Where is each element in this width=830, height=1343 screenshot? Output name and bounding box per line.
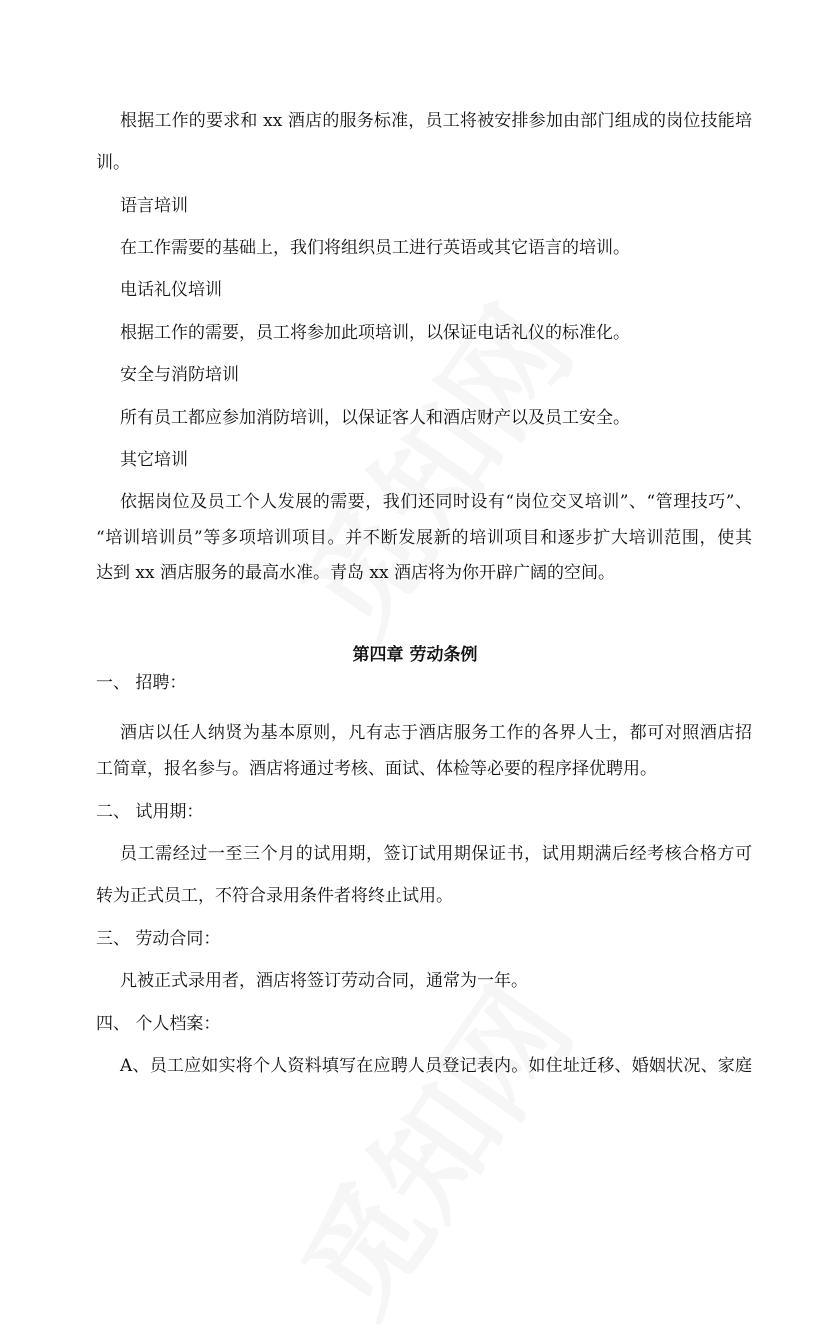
paragraph-line: 依据岗位及员工个人发展的需要，我们还同时设有“岗位交叉培训”、“管理技巧”、: [120, 492, 752, 512]
chapter-title: 第四章 劳动条例: [352, 645, 478, 665]
paragraph-line: 训。: [96, 153, 130, 173]
paragraph: 根据工作的需要，员工将参加此项培训，以保证电话礼仪的标准化。: [120, 323, 630, 343]
paragraph: 在工作需要的基础上，我们将组织员工进行英语或其它语言的培训。: [120, 238, 630, 258]
item-heading: 二、 试用期：: [96, 802, 204, 822]
paragraph-line: 员工需经过一至三个月的试用期，签订试用期保证书，试用期满后经考核合格方可: [120, 844, 752, 864]
paragraph-line: “培训培训员”等多项培训项目。并不断发展新的培训项目和逐步扩大培训范围，使其: [96, 528, 752, 548]
paragraph-line: 凡被正式录用者，酒店将签订劳动合同，通常为一年。: [120, 971, 528, 991]
subheading-safety: 安全与消防培训: [120, 365, 239, 385]
paragraph-line: 达到 xx 酒店服务的最高水准。青岛 xx 酒店将为你开辟广阔的空间。: [96, 563, 615, 583]
paragraph-line: 根据工作的要求和 xx 酒店的服务标准，员工将被安排参加由部门组成的岗位技能培: [120, 111, 752, 131]
subheading-language: 语言培训: [120, 196, 188, 216]
subheading-phone: 电话礼仪培训: [120, 280, 222, 300]
paragraph: 所有员工都应参加消防培训，以保证客人和酒店财产以及员工安全。: [120, 408, 630, 428]
subheading-other: 其它培训: [120, 450, 188, 470]
paragraph-line: 转为正式员工，不符合录用条件者将终止试用。: [96, 886, 453, 906]
paragraph-line: 酒店以任人纳贤为基本原则，凡有志于酒店服务工作的各界人士，都可对照酒店招: [120, 723, 752, 743]
item-heading: 三、 劳动合同：: [96, 929, 221, 949]
paragraph-line: A、员工应如实将个人资料填写在应聘人员登记表内。如住址迁移、婚姻状况、家庭: [120, 1056, 752, 1076]
item-heading: 四、 个人档案：: [96, 1014, 221, 1034]
watermark: [256, 949, 603, 1343]
item-heading: 一、 招聘：: [96, 673, 187, 693]
paragraph-line: 工简章，报名参与。酒店将通过考核、面试、体检等必要的程序择优聘用。: [96, 759, 657, 779]
